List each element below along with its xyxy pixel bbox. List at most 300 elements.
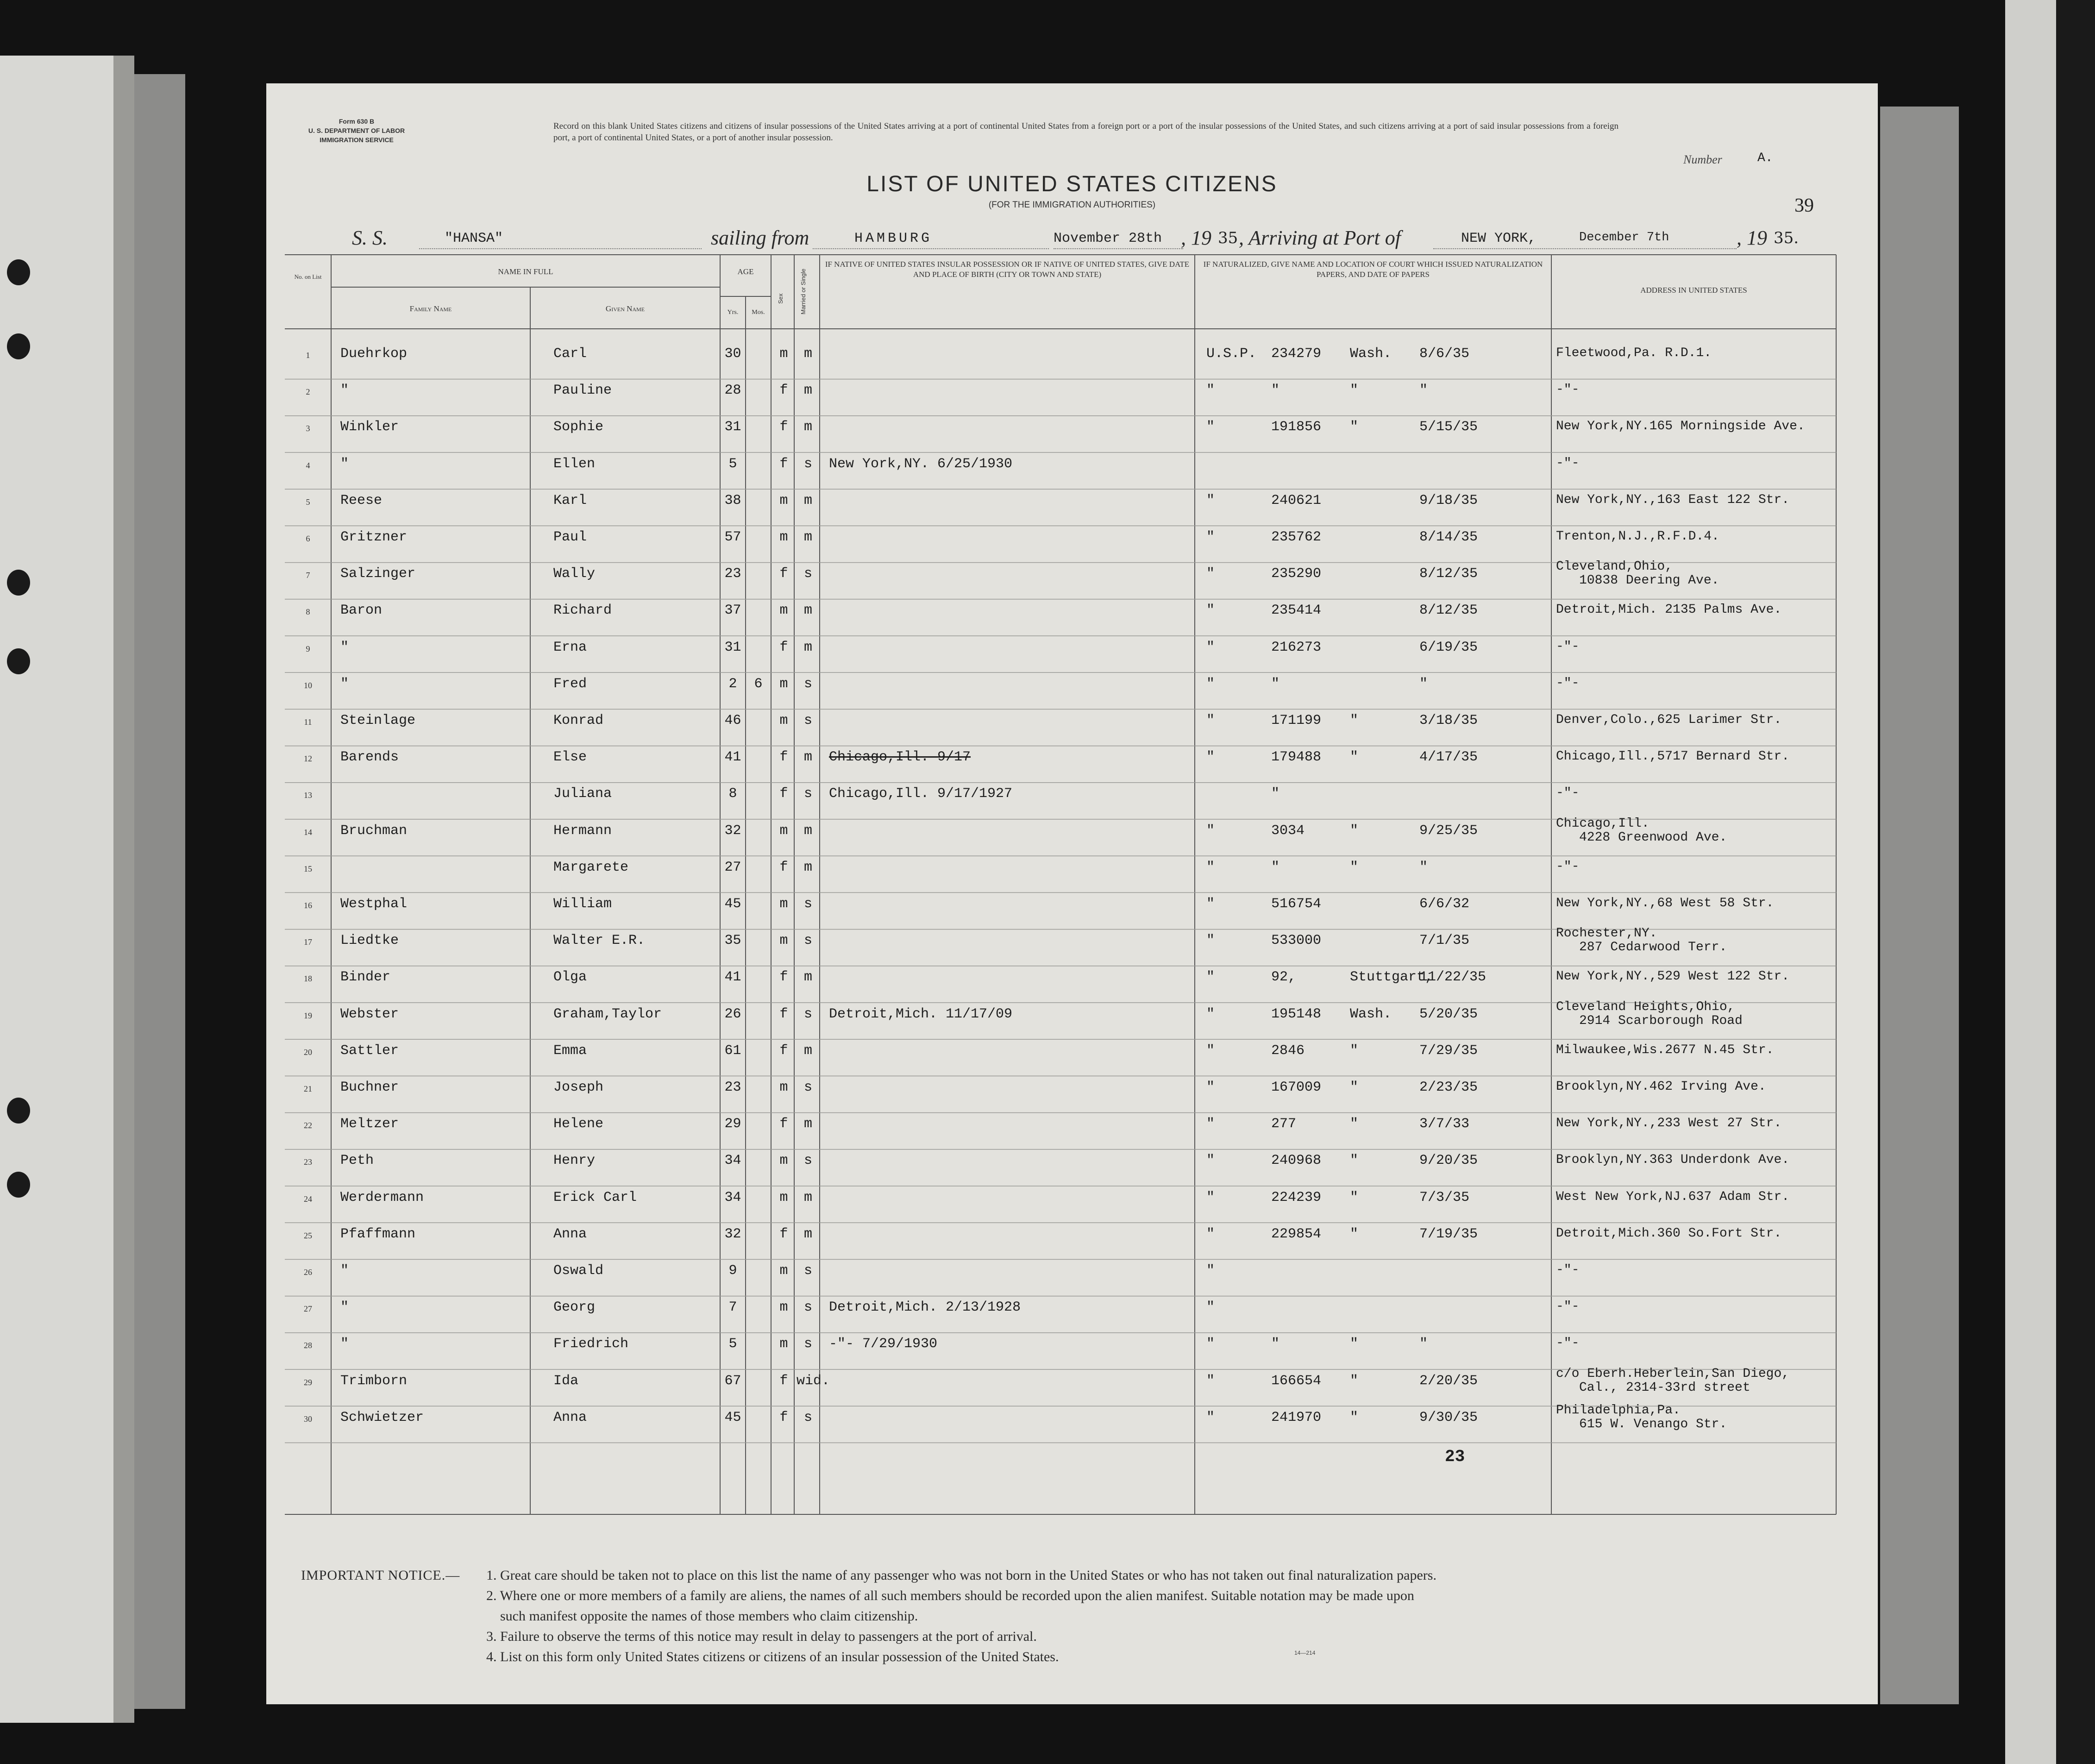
address-line-1: -"- <box>1556 1336 1580 1351</box>
family-name: Gritzner <box>340 529 408 545</box>
age-years: 45 <box>724 1409 741 1425</box>
age-years: 23 <box>724 1080 741 1095</box>
address-line-2: 10838 Deering Ave. <box>1579 573 1719 588</box>
naturalization-court: " <box>1350 713 1359 728</box>
number-label: Number <box>1683 153 1722 166</box>
address-line-1: Cleveland,Ohio, <box>1556 559 1673 574</box>
naturalization-date: 7/1/35 <box>1419 933 1470 949</box>
sex: m <box>779 1263 788 1279</box>
given-name: Fred <box>553 676 587 692</box>
given-name: Walter E.R. <box>553 933 646 949</box>
department-name: U. S. DEPARTMENT OF LABOR <box>308 127 405 134</box>
given-name: Erick Carl <box>553 1189 637 1205</box>
naturalization-number: 235414 <box>1271 603 1322 619</box>
naturalization-date: 9/20/35 <box>1419 1153 1478 1169</box>
row-number: 12 <box>304 754 312 764</box>
sex: f <box>779 1042 788 1059</box>
naturalization-date: 3/7/33 <box>1419 1116 1470 1132</box>
marital-status: m <box>803 383 812 399</box>
naturalization-number: 229854 <box>1271 1226 1322 1242</box>
given-name: Friedrich <box>553 1336 629 1352</box>
sex: m <box>779 1189 788 1205</box>
address-line-1: -"- <box>1556 859 1580 874</box>
naturalization-number: 234279 <box>1271 346 1322 362</box>
age-years: 31 <box>724 419 741 435</box>
marital-status: m <box>803 1226 812 1242</box>
naturalization-date: 7/29/35 <box>1419 1042 1478 1059</box>
adjacent-page-left <box>0 56 134 1723</box>
marital-status: m <box>803 822 812 839</box>
sex: f <box>779 456 788 472</box>
sex: f <box>779 383 788 399</box>
marital-status: m <box>803 749 812 766</box>
given-name: Emma <box>553 1042 587 1059</box>
notice-items <box>486 1565 1829 1667</box>
age-years: 26 <box>724 1006 741 1022</box>
age-years: 35 <box>724 933 741 949</box>
family-name: " <box>340 456 349 472</box>
total-count: 23 <box>1445 1447 1465 1466</box>
age-years: 29 <box>724 1116 741 1132</box>
arrival-date: December 7th <box>1579 231 1669 245</box>
naturalization-date: 8/6/35 <box>1419 346 1470 362</box>
family-name: Steinlage <box>340 713 416 728</box>
age-years: 32 <box>724 822 741 839</box>
naturalization-court: Stuttgart, <box>1350 969 1434 986</box>
marital-status: s <box>803 1006 812 1022</box>
age-years: 2 <box>728 676 737 692</box>
sex: m <box>779 822 788 839</box>
sex: m <box>779 713 788 728</box>
header-months: Mos. <box>752 309 765 316</box>
sex: f <box>779 786 788 802</box>
naturalization-date: 8/12/35 <box>1419 566 1478 582</box>
sex: m <box>779 492 788 508</box>
address-line-1: Chicago,Ill.,5717 Bernard Str. <box>1556 749 1790 764</box>
punch-hole <box>7 570 30 596</box>
family-name: Westphal <box>340 896 408 912</box>
naturalization-number: 167009 <box>1271 1080 1322 1095</box>
naturalization-prefix: " <box>1206 933 1215 949</box>
naturalization-number: 240621 <box>1271 492 1322 508</box>
naturalization-prefix: " <box>1206 639 1215 655</box>
marital-status: s <box>803 1153 812 1169</box>
address-line-1: Detroit,Mich. 2135 Palms Ave. <box>1556 603 1782 617</box>
address-line-1: Trenton,N.J.,R.F.D.4. <box>1556 529 1719 544</box>
sex: m <box>779 346 788 362</box>
address-line-1: New York,NY.,529 West 122 Str. <box>1556 969 1790 984</box>
given-name: Else <box>553 749 587 766</box>
naturalization-prefix: " <box>1206 529 1215 545</box>
birth-place-date: -"- 7/29/1930 <box>829 1336 938 1352</box>
naturalization-prefix: " <box>1206 822 1215 839</box>
naturalization-number: 235290 <box>1271 566 1322 582</box>
given-name: Graham,Taylor <box>553 1006 662 1022</box>
given-name: Olga <box>553 969 587 986</box>
naturalization-prefix: " <box>1206 1116 1215 1132</box>
naturalization-court: " <box>1350 749 1359 766</box>
age-years: 41 <box>724 969 741 986</box>
row-number: 26 <box>304 1268 312 1277</box>
header-given-name: Given Name <box>605 304 645 313</box>
arrival-year: 35. <box>1774 229 1799 247</box>
family-name: Werdermann <box>340 1189 424 1205</box>
sex: m <box>779 1080 788 1095</box>
age-years: 30 <box>724 346 741 362</box>
row-number: 22 <box>304 1121 312 1130</box>
family-name: " <box>340 1299 349 1316</box>
naturalization-number: 179488 <box>1271 749 1322 766</box>
punch-hole <box>7 648 30 674</box>
naturalization-prefix: " <box>1206 676 1215 692</box>
naturalization-date: " <box>1419 383 1428 399</box>
punch-hole <box>7 259 30 285</box>
sex: m <box>779 676 788 692</box>
address-line-1: Detroit,Mich.360 So.Fort Str. <box>1556 1226 1782 1241</box>
naturalization-prefix: " <box>1206 1189 1215 1205</box>
family-name: Winkler <box>340 419 399 435</box>
age-years: 34 <box>724 1153 741 1169</box>
sex: m <box>779 1299 788 1316</box>
age-years: 34 <box>724 1189 741 1205</box>
naturalization-date: 9/25/35 <box>1419 822 1478 839</box>
given-name: Ida <box>553 1373 579 1389</box>
naturalization-date: 5/15/35 <box>1419 419 1478 435</box>
sex: m <box>779 1336 788 1352</box>
notice-heading: IMPORTANT NOTICE.— <box>301 1568 460 1583</box>
port-from: HAMBURG <box>854 231 933 246</box>
table-grid <box>266 83 1878 1704</box>
given-name: Anna <box>553 1226 587 1242</box>
age-years: 9 <box>728 1263 737 1279</box>
sex: m <box>779 529 788 545</box>
row-number: 6 <box>306 534 310 543</box>
naturalization-court: " <box>1350 1226 1359 1242</box>
naturalization-prefix: " <box>1206 1226 1215 1242</box>
given-name: Pauline <box>553 383 612 399</box>
naturalization-date: 7/3/35 <box>1419 1189 1470 1205</box>
address-line-1: Milwaukee,Wis.2677 N.45 Str. <box>1556 1042 1774 1057</box>
naturalization-prefix: " <box>1206 713 1215 728</box>
address-line-2: 615 W. Venango Str. <box>1579 1417 1727 1431</box>
sex: f <box>779 1373 788 1389</box>
row-number: 28 <box>304 1341 312 1350</box>
manifest-page <box>266 83 1878 1704</box>
marital-status: m <box>803 639 812 655</box>
address-line-1: Brooklyn,NY.363 Underdonk Ave. <box>1556 1153 1790 1168</box>
family-name: " <box>340 1336 349 1352</box>
naturalization-number: 171199 <box>1271 713 1322 728</box>
naturalization-prefix: " <box>1206 1299 1215 1316</box>
row-number: 15 <box>304 864 312 873</box>
naturalization-number: " <box>1271 676 1280 692</box>
naturalization-number: 235762 <box>1271 529 1322 545</box>
scanner-border <box>2056 0 2095 1764</box>
age-years: 5 <box>728 1336 737 1352</box>
age-years: 27 <box>724 859 741 875</box>
age-years: 67 <box>724 1373 741 1389</box>
form-number: Form 630 B <box>339 118 375 125</box>
marital-status: m <box>803 346 812 362</box>
given-name: William <box>553 896 612 912</box>
departure-year-prefix: , 19 <box>1181 226 1211 249</box>
naturalization-prefix: " <box>1206 1373 1215 1389</box>
address-line-1: Cleveland Heights,Ohio, <box>1556 999 1735 1014</box>
naturalization-court: Wash. <box>1350 346 1392 362</box>
row-number: 18 <box>304 974 312 984</box>
naturalization-date: 9/30/35 <box>1419 1409 1478 1425</box>
punch-hole <box>7 333 30 359</box>
given-name: Karl <box>553 492 587 508</box>
sex: f <box>779 1116 788 1132</box>
notice-item-3: 3. Failure to observe the terms of this notice may result in delay to passengers at the port of arrival. <box>486 1629 1037 1644</box>
naturalization-court: " <box>1350 859 1359 875</box>
row-number: 24 <box>304 1194 312 1204</box>
naturalization-court: " <box>1350 1373 1359 1389</box>
age-years: 37 <box>724 603 741 619</box>
address-line-1: -"- <box>1556 786 1580 801</box>
address-line-1: Rochester,NY. <box>1556 926 1657 941</box>
given-name: Wally <box>553 566 596 582</box>
naturalization-date: 8/12/35 <box>1419 603 1478 619</box>
row-number: 5 <box>306 497 310 507</box>
ship-name: "HANSA" <box>445 231 503 246</box>
notice-item-4: 4. List on this form only United States citizens or citizens of an insular possession of the United States. <box>486 1649 1059 1664</box>
marital-status: m <box>803 419 812 435</box>
age-years: 38 <box>724 492 741 508</box>
page-number: 39 <box>1794 195 1814 216</box>
naturalization-court: " <box>1350 1409 1359 1425</box>
marital-status: s <box>803 1080 812 1095</box>
address-line-1: New York,NY.,68 West 58 Str. <box>1556 896 1774 910</box>
marital-status: m <box>803 859 812 875</box>
naturalization-prefix: U.S.P. <box>1206 346 1257 362</box>
header-name-in-full: NAME IN FULL <box>498 267 553 276</box>
binding-strip <box>134 74 185 1709</box>
departure-date: November 28th <box>1054 231 1162 246</box>
naturalization-number: 533000 <box>1271 933 1322 949</box>
given-name: Oswald <box>553 1263 604 1279</box>
marital-status: s <box>803 566 812 582</box>
marital-status: s <box>803 713 812 728</box>
arriving-label: , Arriving at Port of <box>1239 226 1401 249</box>
age-years: 8 <box>728 786 737 802</box>
list-subtitle: (FOR THE IMMIGRATION AUTHORITIES) <box>988 200 1156 210</box>
sex: f <box>779 1409 788 1425</box>
arrival-year-prefix: , 19 <box>1737 226 1767 249</box>
naturalization-court: " <box>1350 1042 1359 1059</box>
row-number: 27 <box>304 1304 312 1314</box>
naturalization-prefix: " <box>1206 969 1215 986</box>
naturalization-date: 4/17/35 <box>1419 749 1478 766</box>
marital-status: m <box>803 529 812 545</box>
marital-status: s <box>803 1409 812 1425</box>
birth-place-date: Detroit,Mich. 2/13/1928 <box>829 1299 1021 1316</box>
family-name: Duehrkop <box>340 346 408 362</box>
marital-status: wid. <box>797 1373 830 1389</box>
given-name: Konrad <box>553 713 604 728</box>
row-number: 10 <box>304 680 312 690</box>
naturalization-number: 191856 <box>1271 419 1322 435</box>
given-name: Anna <box>553 1409 587 1425</box>
sex: f <box>779 859 788 875</box>
naturalization-date: 11/22/35 <box>1419 969 1487 986</box>
given-name: Erna <box>553 639 587 655</box>
naturalization-date: 2/23/35 <box>1419 1080 1478 1095</box>
given-name: Ellen <box>553 456 596 472</box>
address-line-1: -"- <box>1556 1263 1580 1277</box>
sex: f <box>779 1006 788 1022</box>
age-years: 31 <box>724 639 741 655</box>
naturalization-number: " <box>1271 383 1280 399</box>
given-name: Richard <box>553 603 612 619</box>
address-line-2: 2914 Scarborough Road <box>1579 1013 1743 1028</box>
naturalization-prefix: " <box>1206 1263 1215 1279</box>
family-name: Trimborn <box>340 1373 408 1389</box>
family-name: Sattler <box>340 1042 399 1059</box>
marital-status: s <box>803 1299 812 1316</box>
given-name: Sophie <box>553 419 604 435</box>
sex: f <box>779 969 788 986</box>
naturalization-court: " <box>1350 822 1359 839</box>
naturalization-date: " <box>1419 676 1428 692</box>
row-number: 16 <box>304 901 312 910</box>
given-name: Georg <box>553 1299 596 1316</box>
naturalization-prefix: " <box>1206 566 1215 582</box>
punch-hole <box>7 1172 30 1198</box>
header-years: Yrs. <box>727 309 739 316</box>
naturalization-number: " <box>1271 786 1280 802</box>
naturalization-number: " <box>1271 1336 1280 1352</box>
naturalization-number: 241970 <box>1271 1409 1322 1425</box>
naturalization-date: 3/18/35 <box>1419 713 1478 728</box>
marital-status: s <box>803 1263 812 1279</box>
naturalization-date: 6/19/35 <box>1419 639 1478 655</box>
naturalization-number: 240968 <box>1271 1153 1322 1169</box>
address-line-1: New York,NY.,163 East 122 Str. <box>1556 492 1790 507</box>
family-name: Webster <box>340 1006 399 1022</box>
naturalization-prefix: " <box>1206 1006 1215 1022</box>
naturalization-court: " <box>1350 383 1359 399</box>
row-number: 23 <box>304 1157 312 1167</box>
naturalization-prefix: " <box>1206 1336 1215 1352</box>
naturalization-prefix: " <box>1206 1153 1215 1169</box>
scanner-edge <box>2005 0 2056 1764</box>
row-number: 14 <box>304 827 312 837</box>
naturalization-number: 224239 <box>1271 1189 1322 1205</box>
naturalization-number: 195148 <box>1271 1006 1322 1022</box>
marital-status: s <box>803 456 812 472</box>
naturalization-court: " <box>1350 1189 1359 1205</box>
naturalization-prefix: " <box>1206 859 1215 875</box>
service-name: IMMIGRATION SERVICE <box>320 136 394 144</box>
naturalization-number: 516754 <box>1271 896 1322 912</box>
row-number: 4 <box>306 460 310 470</box>
row-number: 21 <box>304 1084 312 1093</box>
header-birth: IF NATIVE OF UNITED STATES INSULAR POSSESSION OR IF NATIVE OF UNITED STATES, GIVE DATE AND PLACE OF BIRTH (CITY OR TOWN AND STATE) <box>825 260 1190 279</box>
address-line-2: 287 Cedarwood Terr. <box>1579 940 1727 955</box>
header-naturalization: IF NATURALIZED, GIVE NAME AND LOCATION OF COURT WHICH ISSUED NATURALIZATION PAPERS, AND DATE OF PAPERS <box>1203 260 1543 279</box>
family-name: Schwietzer <box>340 1409 424 1425</box>
sex: f <box>779 749 788 766</box>
address-line-1: -"- <box>1556 383 1580 397</box>
naturalization-number: 3034 <box>1271 822 1305 839</box>
address-line-1: Fleetwood,Pa. R.D.1. <box>1556 346 1712 360</box>
family-name: Baron <box>340 603 383 619</box>
sex: m <box>779 603 788 619</box>
marital-status: s <box>803 676 812 692</box>
row-number: 25 <box>304 1230 312 1240</box>
sex: m <box>779 1153 788 1169</box>
birth-place-date: Chicago,Ill. 9/17/1927 <box>829 786 1013 802</box>
naturalization-prefix: " <box>1206 896 1215 912</box>
sex: f <box>779 639 788 655</box>
naturalization-prefix: " <box>1206 383 1215 399</box>
row-number: 11 <box>304 717 312 727</box>
ss-label: S. S. <box>352 226 388 249</box>
marital-status: m <box>803 1116 812 1132</box>
age-years: 23 <box>724 566 741 582</box>
next-page-edge <box>1880 107 1959 1704</box>
given-name: Margarete <box>553 859 629 875</box>
row-number: 29 <box>304 1377 312 1387</box>
age-years: 41 <box>724 749 741 766</box>
naturalization-date: 9/18/35 <box>1419 492 1478 508</box>
family-name: Peth <box>340 1153 374 1169</box>
naturalization-prefix: " <box>1206 749 1215 766</box>
naturalization-date: 8/14/35 <box>1419 529 1478 545</box>
address-line-1: Denver,Colo.,625 Larimer Str. <box>1556 713 1782 727</box>
row-number: 17 <box>304 937 312 947</box>
marital-status: s <box>803 1336 812 1352</box>
port-to: NEW YORK, <box>1461 231 1537 246</box>
naturalization-date: 2/20/35 <box>1419 1373 1478 1389</box>
naturalization-court: " <box>1350 419 1359 435</box>
notice-item-1: 1. Great care should be taken not to place on this list the name of any passenger who was not born in the United States or who has not taken out final naturalization papers. <box>486 1568 1436 1583</box>
given-name: Henry <box>553 1153 596 1169</box>
header-no-on-list: No. on List <box>294 273 322 280</box>
family-name: Pfaffmann <box>340 1226 416 1242</box>
naturalization-date: " <box>1419 859 1428 875</box>
record-instructions: Record on this blank United States citizens and citizens of insular possessions of the United States arriving at a port of continental United States from a foreign port or a port of the insular possessions of the United States, and such citizens arriving at a port of said insular possessions from a foreign port, a port of continental United States, or a port of another insular possession. <box>553 121 1618 143</box>
age-years: 32 <box>724 1226 741 1242</box>
naturalization-court: " <box>1350 1336 1359 1352</box>
family-name: " <box>340 383 349 399</box>
naturalization-number: 216273 <box>1271 639 1322 655</box>
family-name: Meltzer <box>340 1116 399 1132</box>
address-line-1: -"- <box>1556 676 1580 691</box>
sailing-label: sailing from <box>711 226 809 249</box>
age-years: 7 <box>728 1299 737 1316</box>
age-years: 5 <box>728 456 737 472</box>
row-number: 30 <box>304 1414 312 1424</box>
naturalization-date: 7/19/35 <box>1419 1226 1478 1242</box>
family-name: " <box>340 1263 349 1279</box>
row-number: 8 <box>306 607 310 617</box>
sex: f <box>779 1226 788 1242</box>
family-name: " <box>340 676 349 692</box>
naturalization-prefix: " <box>1206 1080 1215 1095</box>
family-name: Binder <box>340 969 391 986</box>
row-number: 3 <box>306 424 310 433</box>
naturalization-court: " <box>1350 1116 1359 1132</box>
age-years: 28 <box>724 383 741 399</box>
adjacent-page-edge <box>113 56 134 1723</box>
address-line-1: -"- <box>1556 456 1580 471</box>
naturalization-number: " <box>1271 859 1280 875</box>
address-line-1: -"- <box>1556 639 1580 654</box>
family-name: Liedtke <box>340 933 399 949</box>
